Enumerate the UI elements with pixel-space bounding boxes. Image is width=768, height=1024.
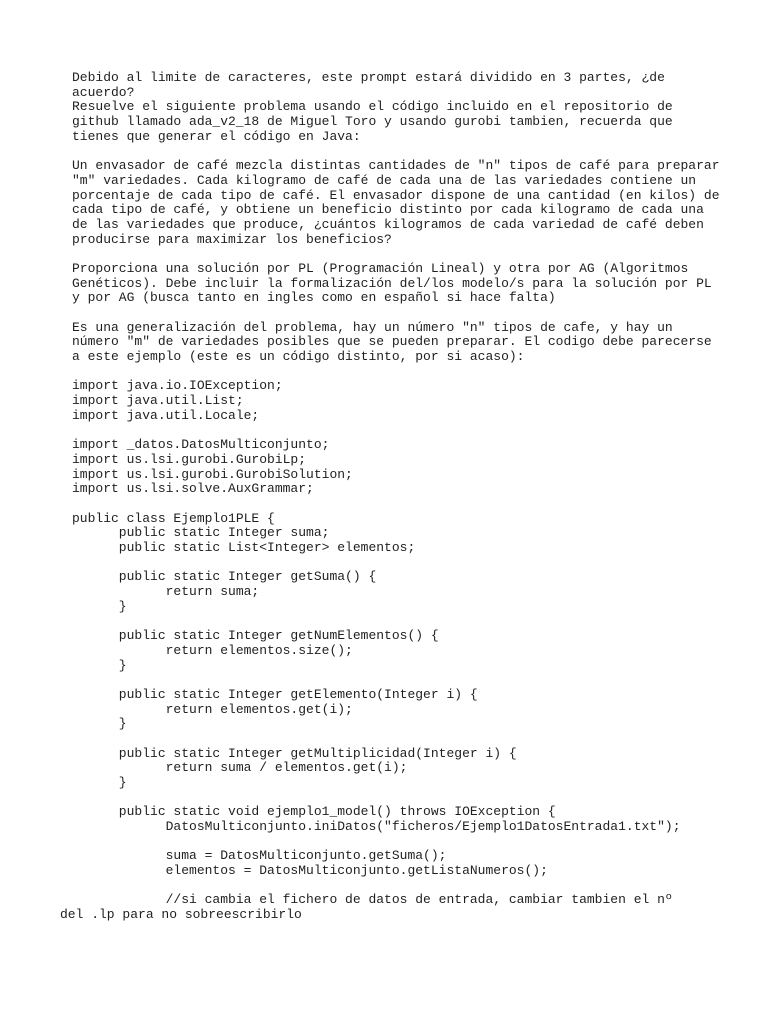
text-line: a este ejemplo (este es un código distinto, por si acaso):	[72, 349, 525, 365]
intro-paragraph	[72, 71, 712, 144]
code-line: elementos = DatosMulticonjunto.getListaNumeros();	[72, 863, 548, 879]
code-line: //si cambia el fichero de datos de entrada, cambiar tambien el nº	[72, 892, 673, 907]
code-imports-java	[72, 379, 712, 423]
code-line: import java.util.List;	[72, 393, 244, 409]
code-line: public static Integer getNumElementos() {	[72, 628, 439, 644]
document-body	[72, 70, 720, 894]
code-line: public static Integer getElemento(Integer i) {	[72, 686, 478, 702]
text-line: Debido al limite de caracteres, este prompt estará dividido en 3 partes, ¿de	[72, 70, 665, 85]
code-line: import us.lsi.gurobi.GurobiLp;	[72, 451, 307, 467]
code-line: public static void ejemplo1_model() throws IOException {	[72, 804, 556, 820]
code-line: import java.io.IOException;	[72, 378, 283, 394]
code-get-num-elementos	[72, 629, 712, 673]
code-line: return suma / elementos.get(i);	[72, 760, 408, 776]
code-line: import us.lsi.solve.AuxGrammar;	[72, 481, 314, 497]
code-imports-project	[72, 438, 712, 497]
problem-paragraph	[72, 158, 720, 247]
text-line: tienes que generar el código en Java:	[72, 128, 361, 144]
code-line: return elementos.size();	[72, 642, 353, 658]
text-line: Genéticos). Debe incluir la formalización del/los modelo/s para la solución por PL	[72, 275, 712, 291]
code-line: public static Integer getMultiplicidad(Integer i) {	[72, 745, 517, 761]
text-line: Un envasador de café mezcla distintas cantidades de "n" tipos de café para preparar	[72, 158, 720, 174]
text-line: acuerdo?	[72, 84, 135, 100]
code-line: public static List<Integer> elementos;	[72, 540, 416, 555]
text-line: Es una generalización del problema, hay un número "n" tipos de cafe, y hay un	[72, 319, 673, 335]
code-class-header	[72, 512, 712, 556]
code-line: return suma;	[72, 584, 260, 600]
text-line: número "m" de variedades posibles que se pueden preparar. El codigo debe parecerse	[72, 334, 712, 350]
code-line: return elementos.get(i);	[72, 701, 353, 717]
code-line: DatosMulticonjunto.iniDatos("ficheros/Ejemplo1DatosEntrada1.txt");	[72, 819, 681, 835]
code-assignments	[72, 849, 712, 878]
code-line: suma = DatosMulticonjunto.getSuma();	[72, 848, 447, 864]
text-line: Resuelve el siguiente problema usando el código incluido en el repositorio de	[72, 99, 673, 115]
code-line: }	[72, 716, 127, 732]
code-line: public class Ejemplo1PLE {	[72, 510, 275, 526]
code-line: public static Integer suma;	[72, 525, 330, 541]
code-line: }	[72, 657, 127, 673]
code-line: }	[72, 775, 127, 790]
code-line: import us.lsi.gurobi.GurobiSolution;	[72, 466, 353, 482]
text-line: y por AG (busca tanto en ingles como en español si hace falta)	[72, 290, 556, 306]
code-line: }	[72, 598, 127, 614]
generalization-paragraph	[72, 321, 712, 365]
code-line: import _datos.DatosMulticonjunto;	[72, 437, 330, 453]
code-get-elemento	[72, 688, 712, 732]
solution-request-paragraph	[72, 262, 712, 306]
code-ejemplo1-model	[72, 805, 712, 834]
code-line: import java.util.Locale;	[72, 407, 260, 423]
text-line: "m" variedades. Cada kilogramo de café de cada una de las variedades contiene un	[72, 172, 697, 188]
text-line: de las variedades que produce, ¿cuántos kilogramos de cada variedad de café deben	[72, 216, 704, 232]
text-line: porcentaje de cada tipo de café. El envasador dispone de una cantidad (en kilos) de	[72, 187, 720, 203]
code-line-continuation: del .lp para no sobreescribirlo	[60, 906, 302, 922]
text-line: github llamado ada_v2_18 de Miguel Toro y usando gurobi tambien, recuerda que	[72, 114, 673, 130]
text-line: producirse para maximizar los beneficios?	[72, 231, 392, 247]
code-line: public static Integer getSuma() {	[72, 569, 377, 585]
code-trailing-comment	[60, 892, 712, 922]
text-line: Proporciona una solución por PL (Programación Lineal) y otra por AG (Algoritmos	[72, 260, 689, 276]
code-get-multiplicidad	[72, 747, 712, 791]
text-line: cada tipo de café, y obtiene un beneficio distinto por cada kilogramo de cada una	[72, 202, 704, 218]
code-get-suma	[72, 570, 712, 614]
